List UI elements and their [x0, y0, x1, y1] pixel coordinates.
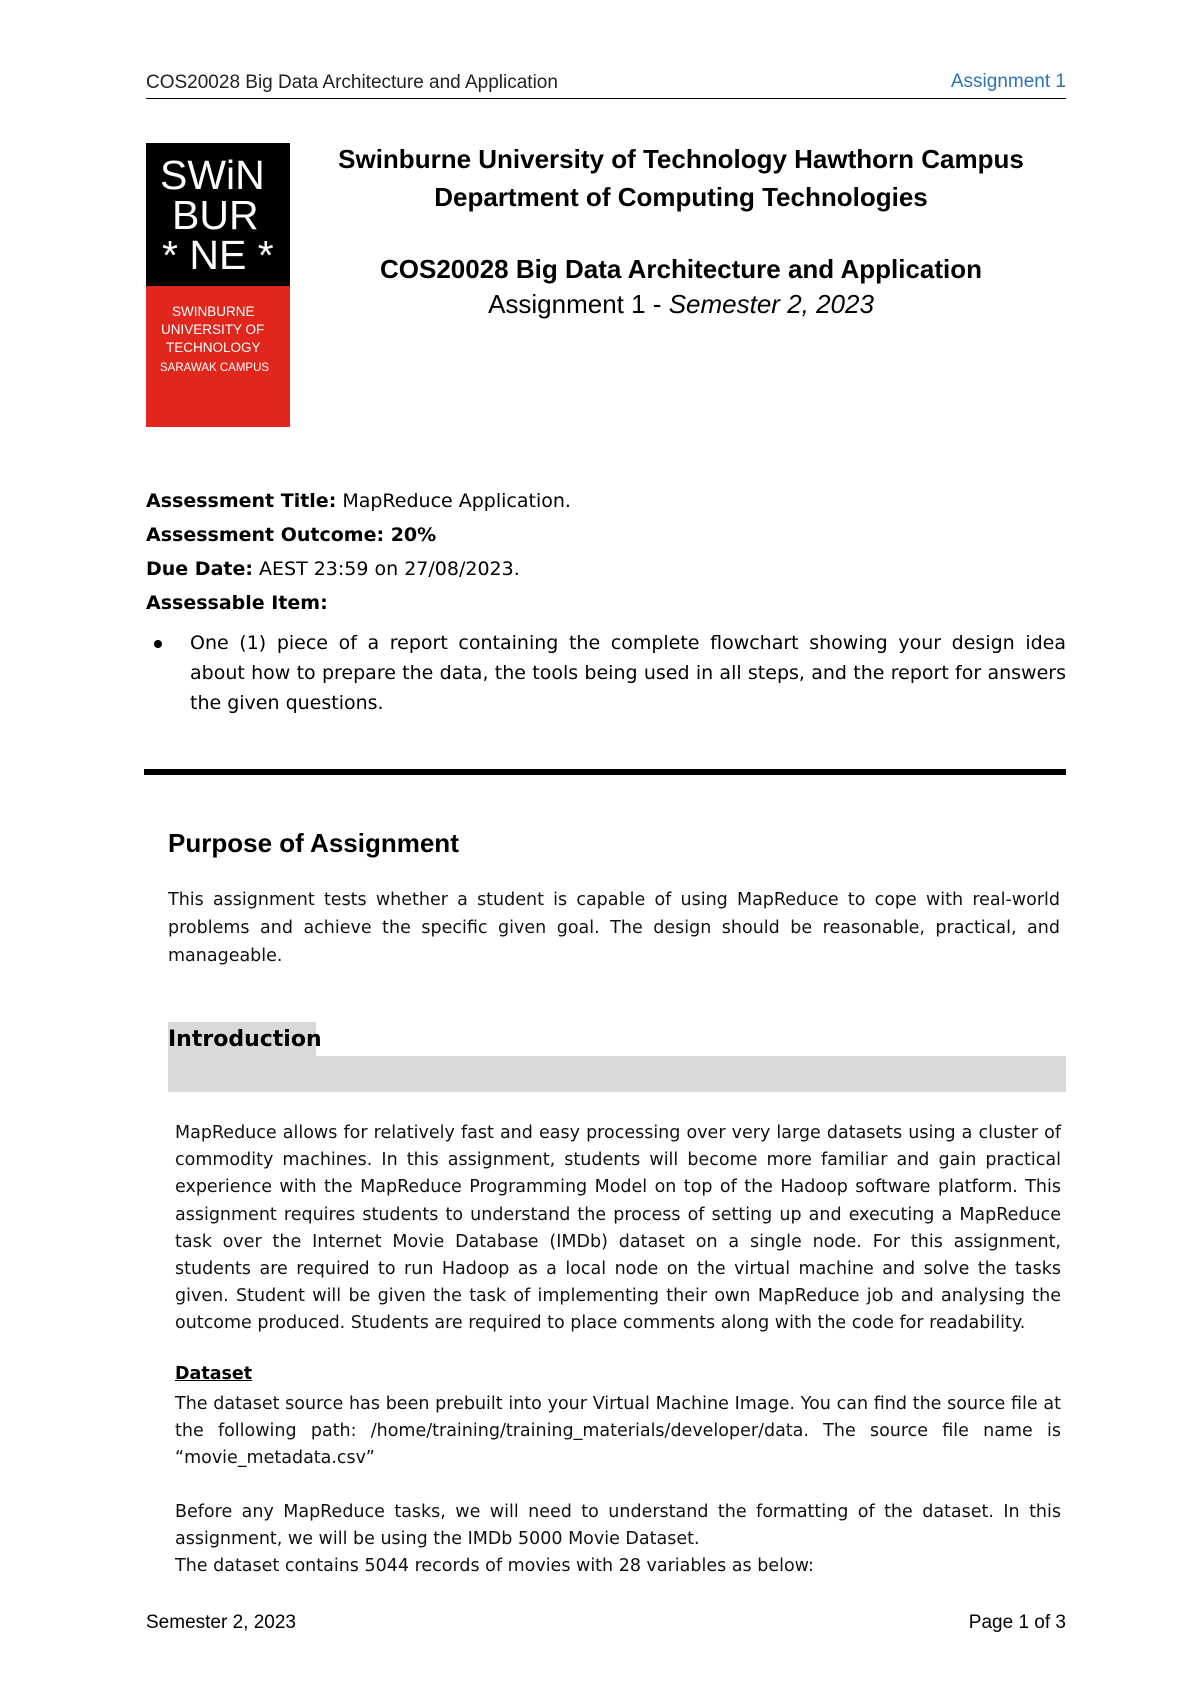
logo-sub-2: UNIVERSITY OF [161, 322, 265, 337]
header-course: COS20028 Big Data Architecture and Application [146, 72, 558, 93]
introduction-heading: Introduction [168, 1022, 316, 1056]
logo-campus-block [146, 286, 290, 427]
assessment-title-value: MapReduce Application. [336, 490, 571, 512]
logo-sub-4: SARAWAK CAMPUS [160, 362, 270, 374]
assessable-item-row [146, 592, 328, 614]
assessment-title-label: Assessment Title: [146, 490, 337, 512]
purpose-text: This assignment tests whether a student is capable of using MapReduce to cope with real-world problems and achieve the specific given goal. The design should be reasonable, practical, and manageable. [168, 890, 1060, 966]
purpose-heading: Purpose of Assignment [168, 828, 459, 858]
logo-wordmark [146, 143, 290, 286]
logo-sub-3: TECHNOLOGY [166, 340, 261, 355]
introduction-shaded-bar [168, 1056, 1066, 1092]
dataset-text: The dataset source has been prebuilt into your Virtual Machine Image. You can find the source file at the following path: /home/training/training_materials/developer/data. The source file name is “movie_metadata.csv” [175, 1394, 1061, 1469]
due-date-value: AEST 23:59 on 27/08/2023. [252, 558, 520, 580]
swinburne-logo [146, 143, 290, 427]
footer-semester: Semester 2, 2023 [146, 1612, 296, 1633]
dataset-contains-text: The dataset contains 5044 records of movies with 28 variables as below: [175, 1556, 814, 1576]
assignment-prefix: Assignment 1 - [488, 289, 669, 319]
semester-italic: Semester 2, 2023 [668, 289, 874, 319]
logo-line-1: SWiN [160, 152, 265, 198]
dataset-before-text: Before any MapReduce tasks, we will need to understand the formatting of the dataset. In this assignment, we will be using the IMDb 5000 Movie Dataset. [175, 1502, 1061, 1550]
due-date-row [146, 558, 520, 580]
dataset-heading: Dataset [175, 1364, 253, 1384]
running-header [146, 68, 1066, 99]
due-date-label: Due Date: [146, 558, 253, 580]
assessment-outcome: Assessment Outcome: 20% [146, 524, 437, 546]
logo-line-3: * NE * [162, 232, 274, 278]
section-divider [144, 769, 1066, 775]
course-title: COS20028 Big Data Architecture and Application [380, 254, 982, 284]
header-assignment: Assignment 1 [950, 71, 1066, 92]
assessment-outcome-row [146, 524, 436, 546]
logo-sub-1: SWINBURNE [172, 304, 255, 319]
assessable-item-label: Assessable Item: [146, 592, 328, 614]
footer-page-number: Page 1 of 3 [968, 1612, 1066, 1633]
logo-line-2: BUR [172, 192, 259, 238]
assessment-title-row [146, 490, 571, 512]
assignment-title [296, 289, 1066, 320]
university-title: Swinburne University of Technology Hawthorn Campus [338, 144, 1024, 174]
introduction-text: MapReduce allows for relatively fast and easy processing over very large datasets using a cluster of commodity machines. In this assignment, students will become more familiar and gain practical experience with the MapReduce Programming Model on top of the Hadoop software platform. This assignment requires students to understand the process of setting up and executing a MapReduce task over the Internet Movie Database (IMDb) dataset on a single node. For this assignment, students are required to run Hadoop as a local node on the virtual machine and solve the tasks given. Student will be given the task of implementing their own MapReduce job and analysing the outcome produced. Students are required to place comments along with the code for readability. [175, 1123, 1061, 1334]
bullet-icon [154, 640, 162, 648]
department-title: Department of Computing Technologies [434, 182, 928, 212]
assessable-item-text: One (1) piece of a report containing the complete flowchart showing your design idea about how to prepare the data, the tools being used in all steps, and the report for answers the given questions. [190, 632, 1066, 714]
